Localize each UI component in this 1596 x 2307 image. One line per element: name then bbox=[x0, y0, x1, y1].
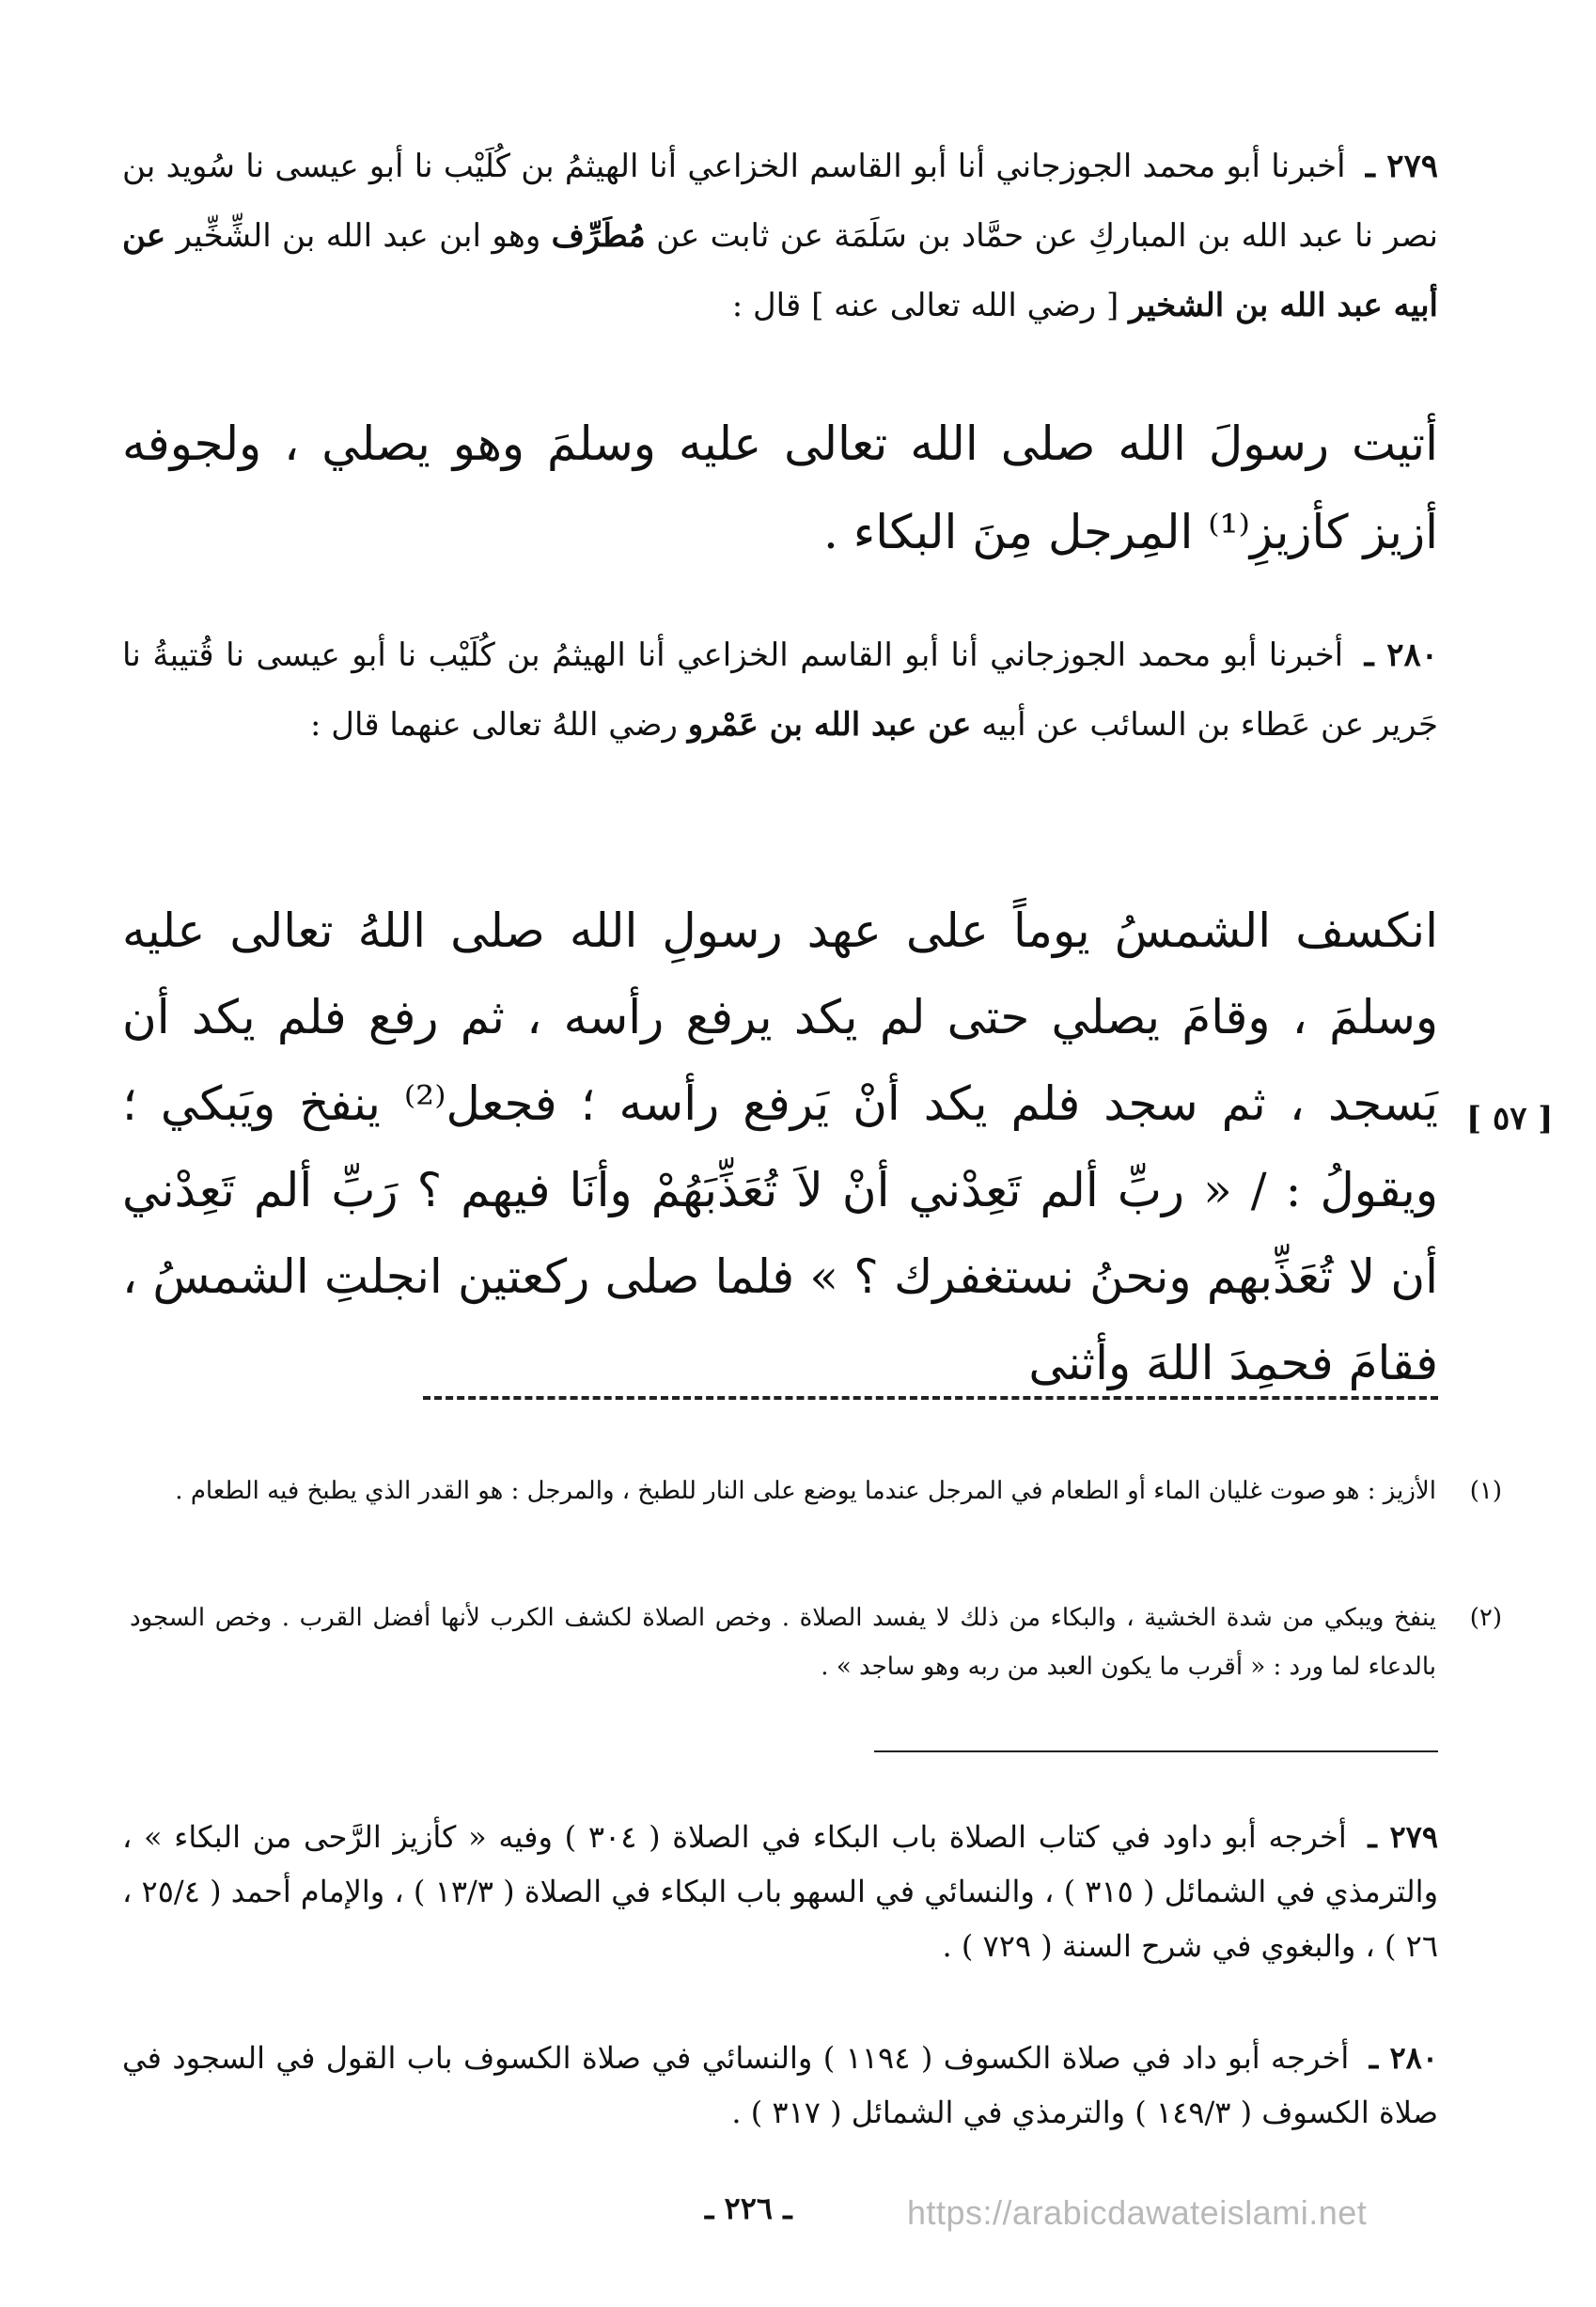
takhrij-divider bbox=[874, 1750, 1438, 1752]
hadith-279-number: ٢٧٩ ـ bbox=[1365, 148, 1438, 185]
hadith-280-number: ٢٨٠ ـ bbox=[1364, 636, 1438, 674]
footnote-1-text: الأزيز : هو صوت غليان الماء أو الطعام في المرجل عندما يوضع على النار للطبخ ، والمرجل : هو القدر الذي يطبخ فيه الطعام . bbox=[175, 1477, 1436, 1505]
takhrij-280-text: أخرجه أبو داد في صلاة الكسوف ( ١١٩٤ ) والنسائي في صلاة الكسوف باب القول في السجود في صلاة الكسوف ( ١٤٩/٣ ) والترمذي في الشمائل ( ٣١٧ ) . bbox=[122, 2040, 1438, 2130]
hadith-279-matn: أتيت رسولَ الله صلى الله تعالى عليه وسلمَ وهو يصلي ، ولجوفه أزيز كأزيزِ⁽¹⁾ المِرجل مِنَ البكاء . bbox=[122, 416, 1438, 559]
hadith-279-isnad bbox=[122, 132, 1438, 340]
page-number: ـ ٢٢٦ ـ bbox=[705, 2190, 792, 2226]
hadith-279-isnad-part-b: وهو ابن عبد الله بن الشِّخِّير bbox=[176, 217, 541, 255]
footnote-2 bbox=[130, 1593, 1502, 1691]
hadith-279-companion: عن أبيه عبد الله بن الشخير bbox=[122, 217, 1438, 324]
hadith-280-isnad bbox=[122, 620, 1438, 760]
hadith-279-narrator-mutarrif: مُطَرِّف bbox=[551, 217, 646, 255]
hadith-280-matn: انكسف الشمسُ يوماً على عهد رسولِ الله صلى اللهُ تعالى عليه وسلمَ ، وقامَ يصلي حتى لم يكد يرفع رأسه ، ثم رفع فلم يكد أن يَسجد ، ثم سجد فلم يكد أنْ يَرفع رأسه ؛ فجعل⁽²⁾ ينفخ ويَبكي ؛ ويقولُ : / « ربِّ ألم تَعِدْني أنْ لاَ تُعَذِّبَهُمْ وأنَا فيهم ؟ رَبِّ ألم تَعِدْني أن لا تُعَذِّبهم ونحنُ نستغفرك ؟ » فلما صلى ركعتين انجلتِ الشمسُ ، فقامَ فحمِدَ اللهَ وأثنى bbox=[122, 903, 1438, 1390]
takhrij-280-number: ٢٨٠ ـ bbox=[1369, 2040, 1439, 2076]
hadith-280-isnad-part-b: رضي اللهُ تعالى عنهما قال : bbox=[310, 706, 678, 744]
hadith-279-isnad-part-a: أخبرنا أبو محمد الجوزجاني أنا أبو القاسم الخزاعي أنا الهيثمُ بن كُلَيْب نا أبو عيسى نا سُويد بن نصر نا عبد الله بن المباركِ عن حمَّاد بن سَلَمَة عن ثابت عن bbox=[122, 148, 1438, 255]
hadith-280-isnad-part-a: أخبرنا أبو محمد الجوزجاني أنا أبو القاسم الخزاعي أنا الهيثمُ بن كُلَيْب نا أبو عيسى نا قُتيبةُ نا جَرير عن عَطاء بن السائب عن أبيه bbox=[122, 636, 1438, 744]
footnote-dashed-divider bbox=[423, 1396, 1438, 1400]
footnote-1-number: (١) bbox=[1469, 1477, 1502, 1505]
hadith-280-companion: عن عبد الله بن عَمْرو bbox=[687, 706, 972, 744]
footnote-1 bbox=[130, 1467, 1502, 1515]
hadith-279-isnad-part-c: [ رضي الله تعالى عنه ] قال : bbox=[731, 287, 1119, 324]
footnote-2-number: (٢) bbox=[1469, 1604, 1502, 1632]
footnote-2-text: ينفخ ويبكي من شدة الخشية ، والبكاء من ذلك لا يفسد الصلاة . وخص الصلاة لكشف الكرب لأنها أفضل القرب . وخص السجود بالدعاء لما ورد : « أقرب ما يكون العبد من ربه وهو ساجد » . bbox=[130, 1604, 1436, 1681]
watermark-url: https://arabicdawateislami.net bbox=[907, 2193, 1368, 2232]
takhrij-279-text: أخرجه أبو داود في كتاب الصلاة باب البكاء في الصلاة ( ٣٠٤ ) وفيه « كأزيز الرَّحى من البكاء » ، والترمذي في الشمائل ( ٣١٥ ) ، والنسائي في السهو باب البكاء في الصلاة ( ١٣/٣ ) ، والإمام أحمد ( ٢٥/٤ ، ٢٦ ) ، والبغوي في شرح السنة ( ٧٢٩ ) . bbox=[122, 1819, 1439, 1964]
manuscript-folio-ref: [ ٥٧ ] bbox=[1466, 1100, 1554, 1138]
takhrij-279 bbox=[122, 1810, 1438, 1973]
takhrij-280 bbox=[122, 2031, 1438, 2140]
takhrij-279-number: ٢٧٩ ـ bbox=[1368, 1819, 1439, 1855]
